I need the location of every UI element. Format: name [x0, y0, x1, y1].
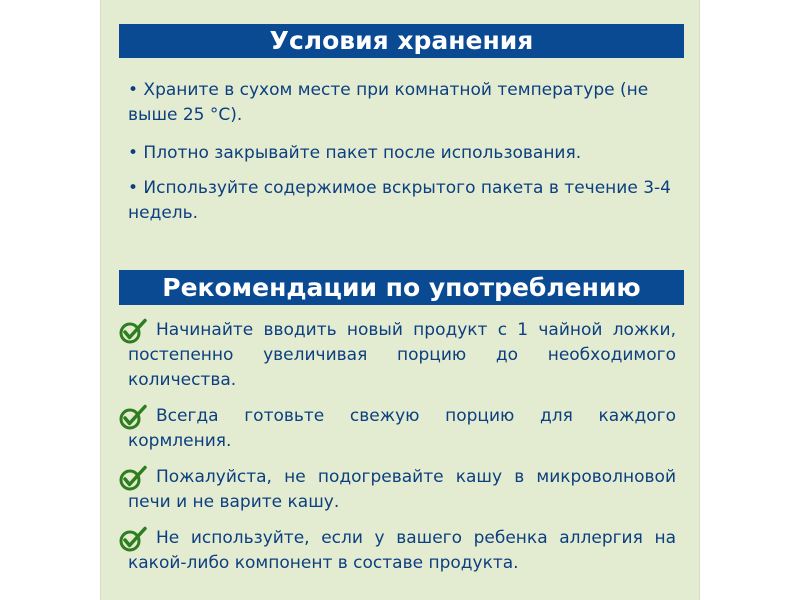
check-circle-icon	[119, 465, 147, 493]
usage-item-2	[119, 404, 676, 454]
storage-item-1: • Храните в сухом месте при комнатной температуре (не выше 25 °C).	[128, 80, 649, 125]
storage-item-3: • Используйте содержимое вскрытого пакета в течение 3-4 недель.	[128, 178, 671, 223]
usage-item-text: Начинайте вводить новый продукт с 1 чайной ложки, постепенно увеличивая порцию до необходимого количества.	[128, 320, 676, 390]
usage-item-4	[119, 526, 676, 576]
usage-item-1	[119, 318, 676, 393]
usage-item-text: Пожалуйста, не подогревайте кашу в микроволновой печи и не варите кашу.	[128, 467, 676, 512]
storage-title: Условия хранения	[119, 24, 684, 58]
usage-item-3	[119, 465, 676, 515]
check-circle-icon	[119, 404, 147, 432]
usage-title: Рекомендации по употреблению	[119, 270, 684, 305]
usage-item-text: Не используйте, если у вашего ребенка аллергия на какой-либо компонент в составе продукта.	[128, 528, 676, 573]
check-circle-icon	[119, 526, 147, 554]
check-circle-icon	[119, 318, 147, 346]
instruction-panel	[100, 0, 700, 600]
usage-item-text: Всегда готовьте свежую порцию для каждого кормления.	[128, 406, 676, 451]
storage-item-2: • Плотно закрывайте пакет после использования.	[128, 143, 582, 163]
